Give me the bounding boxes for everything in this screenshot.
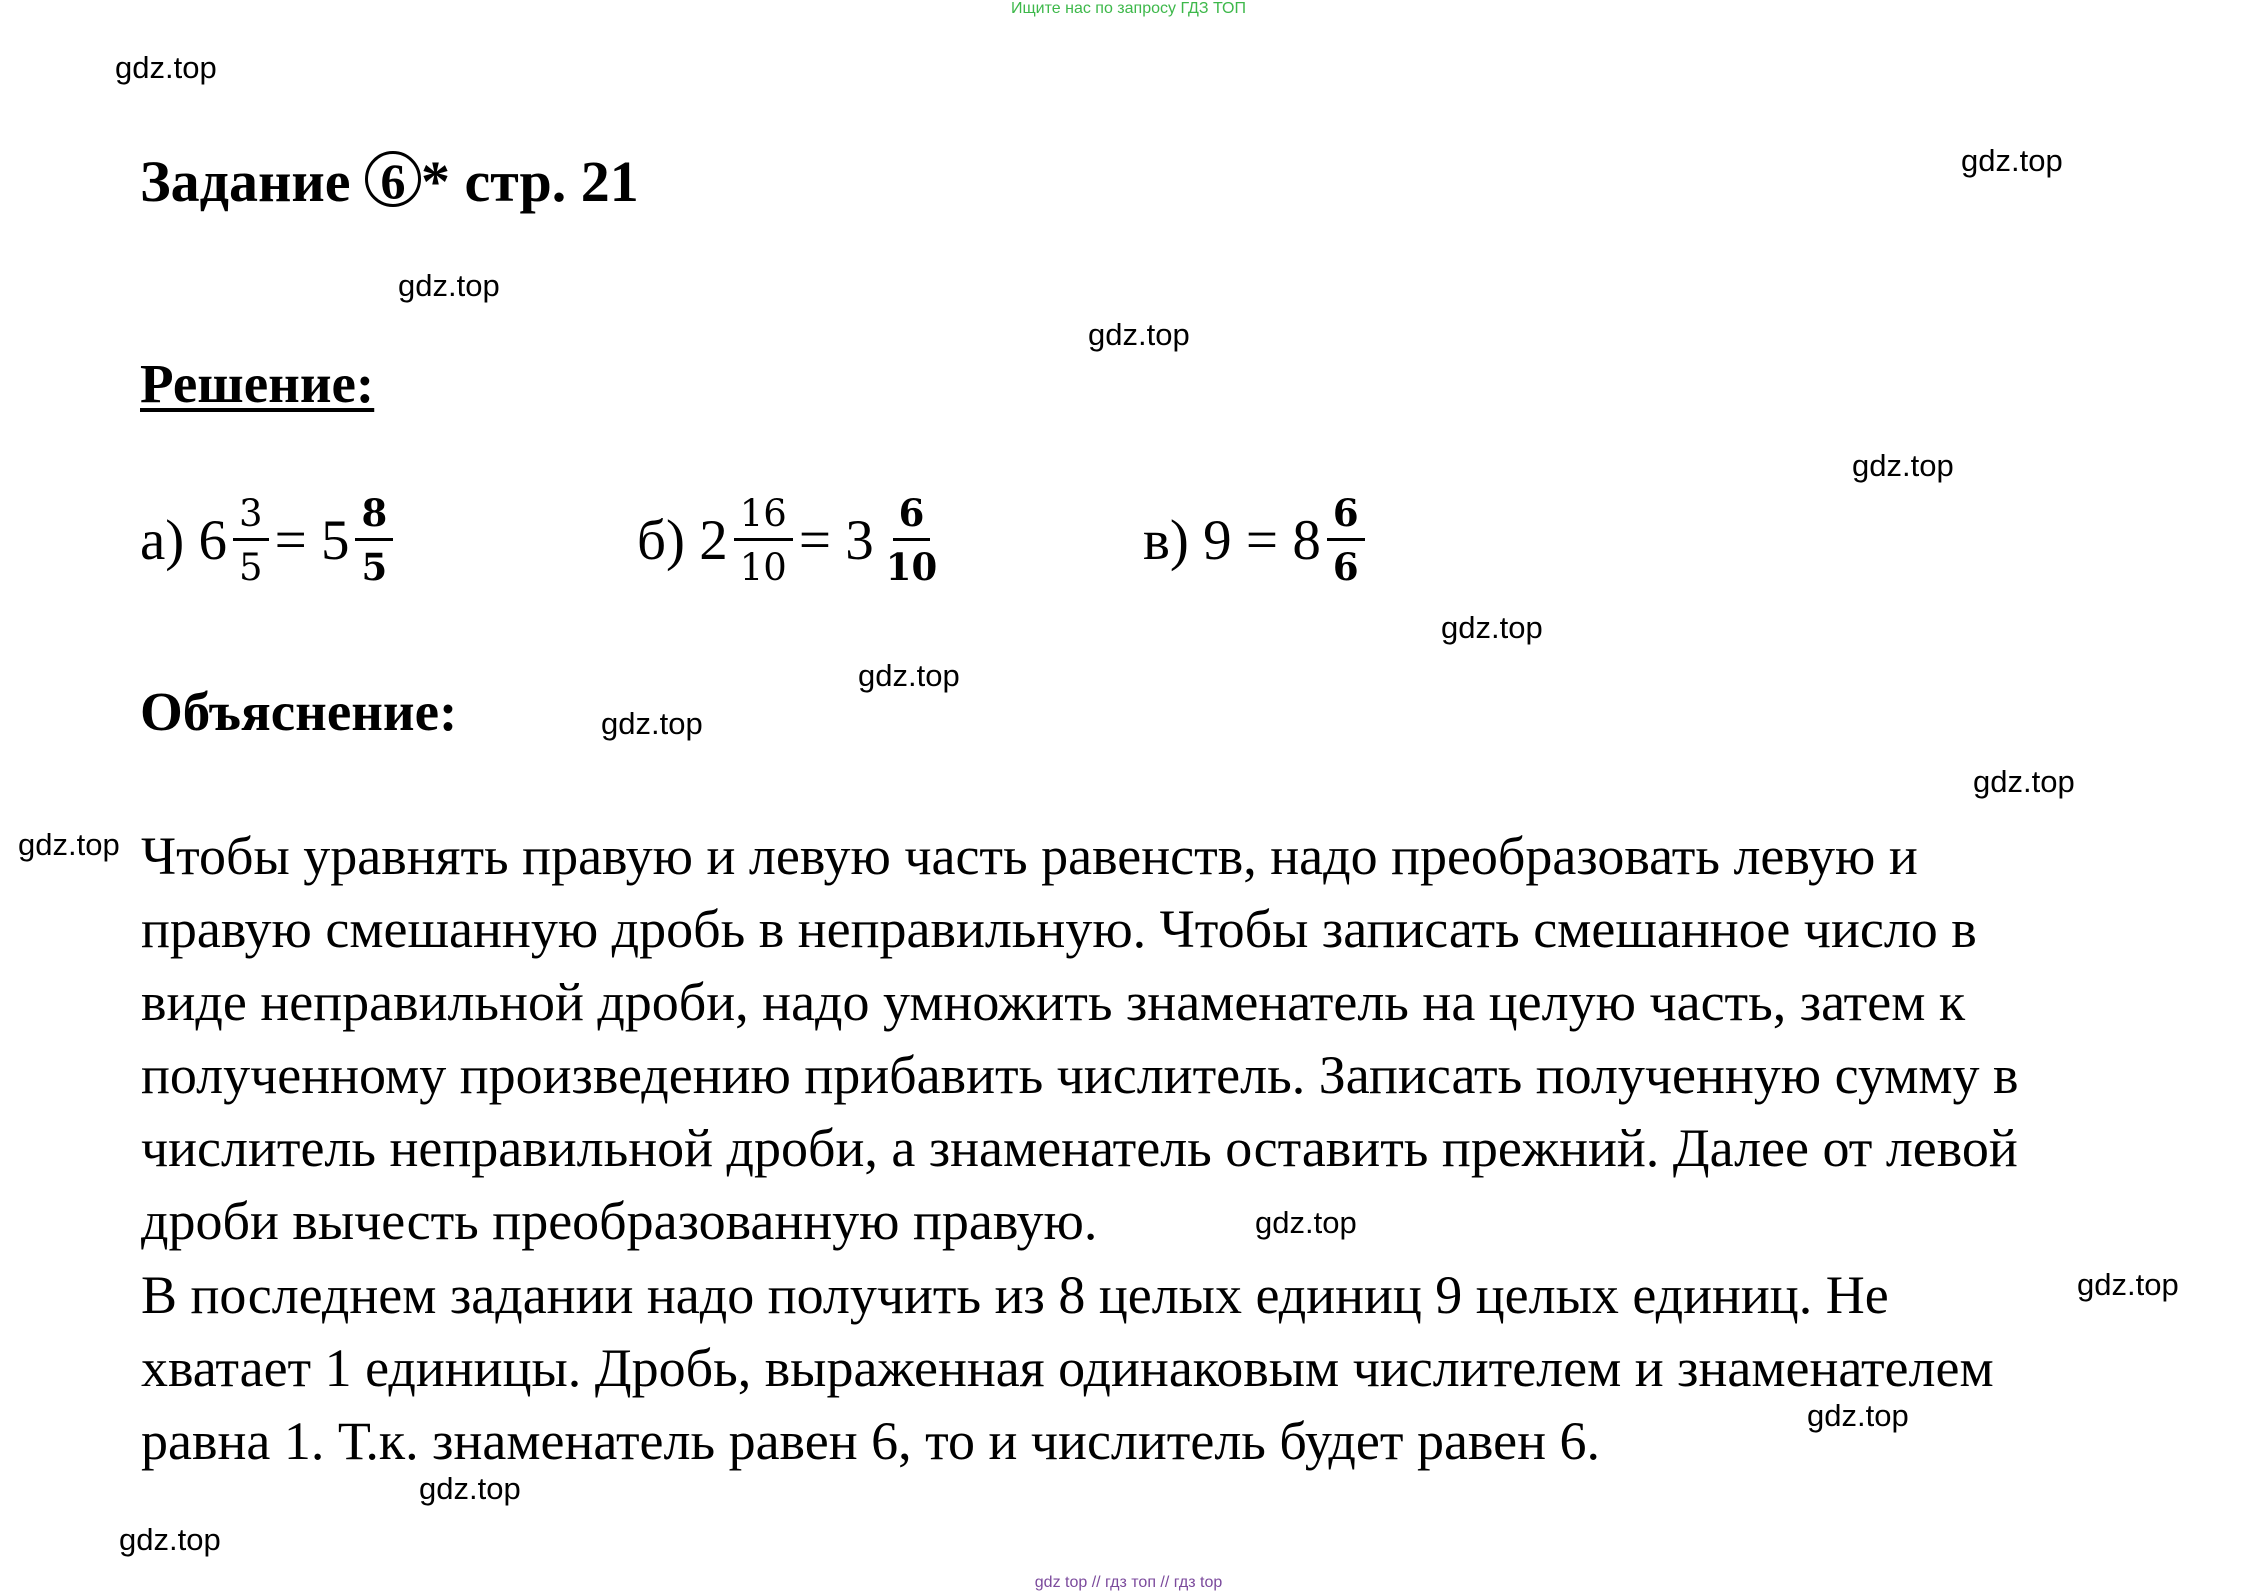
denominator: 10 — [739, 546, 787, 589]
whole-part: 5 — [320, 509, 350, 572]
whole-part: 6 — [198, 509, 228, 572]
task-star: * — [421, 149, 451, 214]
watermark: gdz.top — [18, 827, 120, 862]
equation-letter: а) — [140, 509, 185, 572]
equation-a — [140, 491, 399, 589]
watermark: gdz.top — [1961, 143, 2063, 178]
footer-banner: gdz top // гдз топ // гдз top — [1034, 1574, 1223, 1591]
solution-heading: Решение: — [140, 353, 375, 414]
equation-b — [637, 491, 949, 589]
task-title — [140, 148, 639, 215]
watermark: gdz.top — [119, 1522, 221, 1557]
fraction-answer — [1327, 491, 1365, 589]
text-line: числитель неправильной дроби, а знаменатель оставить прежний. Далее от левой — [141, 1118, 2018, 1178]
numerator: 6 — [893, 495, 931, 541]
text-line: правую смешанную дробь в неправильную. Чтобы записать смешанное число в — [141, 899, 1977, 959]
numerator: 16 — [734, 495, 793, 541]
text-line: хватает 1 единицы. Дробь, выраженная одинаковым числителем и знаменателем — [141, 1338, 1994, 1398]
watermark: gdz.top — [398, 268, 500, 303]
watermark: gdz.top — [1441, 610, 1543, 645]
fraction-answer — [880, 491, 944, 589]
fraction — [233, 492, 269, 589]
whole-part: 3 — [845, 509, 874, 572]
task-page: стр. 21 — [464, 149, 639, 214]
fraction-answer — [355, 491, 393, 589]
fraction — [734, 492, 793, 589]
watermark: gdz.top — [2077, 1267, 2179, 1302]
watermark: gdz.top — [419, 1471, 521, 1506]
whole-part: 2 — [699, 509, 728, 572]
equation-letter: б) — [637, 509, 685, 572]
denominator: 5 — [239, 546, 263, 589]
equals-sign: = — [1245, 509, 1279, 572]
watermark: gdz.top — [1088, 317, 1190, 352]
denominator: 6 — [1332, 545, 1359, 589]
numerator: 6 — [1327, 495, 1365, 541]
text-line: виде неправильной дроби, надо умножить знаменатель на целую часть, затем к — [141, 972, 1966, 1032]
task-number-circle: 6 — [365, 151, 421, 207]
watermark: gdz.top — [1973, 764, 2075, 799]
task-label: Задание — [140, 149, 351, 214]
watermark: gdz.top — [1255, 1205, 1357, 1240]
denominator: 5 — [361, 545, 388, 589]
equation-letter: в) — [1143, 509, 1189, 572]
watermark: gdz.top — [1807, 1398, 1909, 1433]
numerator: 3 — [233, 495, 269, 541]
text-line: В последнем задании надо получить из 8 целых единиц 9 целых единиц. Не — [141, 1265, 1889, 1325]
watermark: gdz.top — [1852, 448, 1954, 483]
text-line: равна 1. Т.к. знаменатель равен 6, то и числитель будет равен 6. — [141, 1411, 1600, 1471]
text-line: полученному произведению прибавить числитель. Записать полученную сумму в — [141, 1045, 2019, 1105]
watermark: gdz.top — [601, 706, 703, 741]
equals-sign: = — [798, 509, 831, 572]
watermark: gdz.top — [115, 50, 217, 85]
numerator: 8 — [355, 495, 393, 541]
denominator: 10 — [885, 545, 938, 589]
watermark: gdz.top — [858, 658, 960, 693]
equation-v — [1143, 491, 1371, 589]
top-banner: Ищите нас по запросу ГДЗ ТОП — [1011, 0, 1246, 17]
text-line: дроби вычесть преобразованную правую. — [141, 1191, 1098, 1251]
explanation-paragraph-1 — [141, 820, 2019, 1258]
explanation-paragraph-2 — [141, 1259, 1994, 1478]
text-line: Чтобы уравнять правую и левую часть равенств, надо преобразовать левую и — [141, 826, 1918, 886]
whole-part: 9 — [1203, 509, 1232, 572]
explanation-heading: Объяснение: — [140, 681, 458, 742]
whole-part: 8 — [1292, 509, 1321, 572]
equals-sign: = — [274, 509, 307, 572]
